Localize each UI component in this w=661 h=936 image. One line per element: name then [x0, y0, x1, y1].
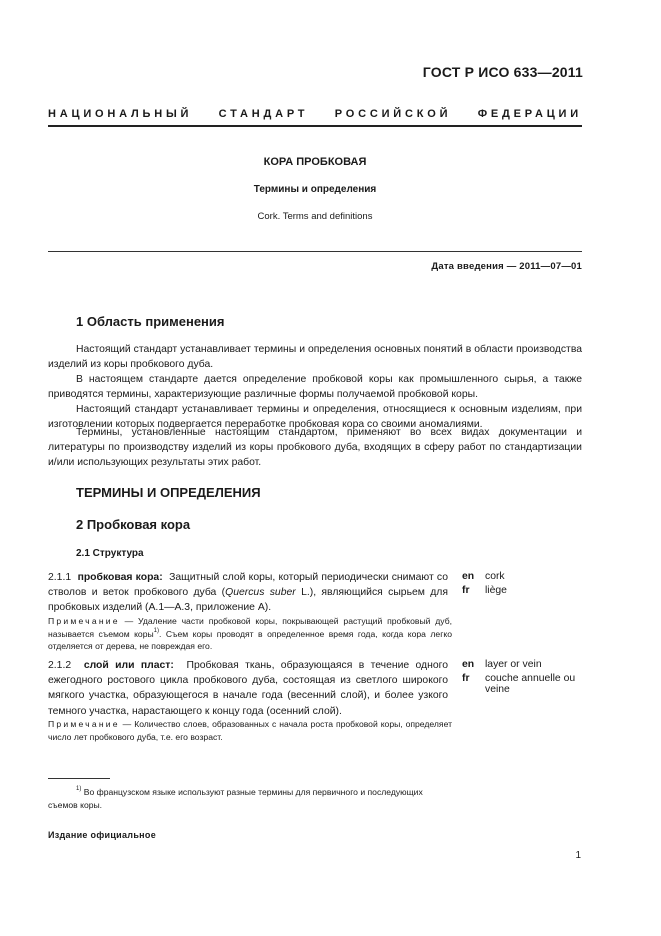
national-standard-line: [48, 108, 582, 120]
lang-codes: [462, 658, 474, 686]
translations: [485, 571, 585, 596]
lang-fr-code: fr: [462, 673, 470, 684]
term-name: слой или пласт:: [83, 660, 174, 671]
note-label: Примечание: [48, 616, 120, 626]
translation-en: cork: [485, 571, 505, 582]
term-definition: Пробковая ткань, образующаяся в течение одного ежегодного ростового цикла пробкового дуба, состоящая из светлого широкого мягкого участка, образующегося в начале года (весенний слой), и более узкого темного участка, нарастающего к концу года (осенний слой).: [48, 660, 448, 717]
lang-codes: [462, 570, 474, 598]
note-text: — Количество слоев, образованных с начала роста пробковой коры, определяет число лет пробкового дуба, т.е. его возраст.: [48, 719, 452, 742]
term-number: 2.1.2: [48, 660, 72, 671]
english-title: Cork. Terms and definitions: [257, 211, 373, 222]
section-1-paragraph: Настоящий стандарт устанавливает термины и определения основных понятий в области производства изделий из коры пробкового дуба.: [48, 344, 582, 371]
translations: [485, 659, 585, 696]
section-1-paragraph: В настоящем стандарте дается определение пробковой коры как промышленного сырья, а также приводятся термины, характеризующие различные формы получаемой пробковой коры.: [48, 374, 582, 401]
term-definition-latin: Quercus suber: [225, 587, 296, 599]
term-definition: Защитный слой коры, который периодически снимают со стволов и веток пробкового дуба (: [48, 572, 449, 599]
section-1-heading: 1 Область применения: [76, 314, 225, 329]
note-label: Примечание: [48, 719, 120, 729]
note-text: . Съем коры проводят в определенное время года, когда кора легко отделяется от дерева, не повреждая его.: [48, 628, 452, 652]
term-name: пробковая кора:: [77, 572, 163, 583]
footnote-mark: 1): [76, 786, 82, 792]
note-text: — Удаление части пробковой коры, покрывающей растущий пробковый дуб, называется съемом коры: [48, 616, 452, 639]
edition-label: Издание официальное: [48, 830, 157, 840]
section-1-paragraph: Настоящий стандарт устанавливает термины и определения, относящиеся к основным изделиям, при изготовлении которых подвергается переработке пробковая кора со своими аномалиями.: [48, 404, 582, 431]
national-word-3: РОССИЙСКОЙ: [334, 108, 452, 120]
footnote-rule: [48, 778, 110, 779]
footnote: [48, 786, 452, 811]
term-note-2-1-1: [48, 615, 452, 653]
term-number: 2.1.1: [48, 572, 72, 583]
document-subtitle: Термины и определения: [253, 184, 377, 195]
term-entry-2-1-1: [48, 570, 448, 616]
translation-fr: liège: [485, 584, 507, 596]
section-2-1-heading: 2.1 Структура: [76, 548, 144, 559]
header-rule: [48, 125, 582, 127]
translation-fr: couche annuelle ou veine: [485, 672, 576, 696]
date-rule: [48, 251, 582, 252]
section-2-heading: 2 Пробковая кора: [76, 517, 191, 532]
page-number: 1: [575, 850, 581, 861]
term-note-2-1-2: [48, 718, 452, 743]
section-1-paragraph: Термины, установленные настоящим стандартом, применяют во всех видах документации и литературы по производству изделий из коры пробкового дуба, входящих в сферу работ по стандартизации и/или использующих результаты этих работ.: [48, 427, 582, 469]
translation-en: layer or vein: [485, 659, 542, 670]
document-title: КОРА ПРОБКОВАЯ: [263, 156, 367, 168]
national-word-1: НАЦИОНАЛЬНЫЙ: [48, 108, 193, 120]
national-word-4: ФЕДЕРАЦИИ: [477, 108, 582, 120]
lang-fr-code: fr: [462, 585, 470, 596]
document-code: ГОСТ Р ИСО 633—2011: [422, 64, 583, 80]
lang-en-code: en: [462, 571, 475, 582]
terms-heading: ТЕРМИНЫ И ОПРЕДЕЛЕНИЯ: [76, 485, 261, 500]
footnote-ref: 1): [153, 627, 160, 634]
footnote-text: Во французском языке используют разные термины для первичного и последующих съемов коры.: [48, 787, 423, 810]
term-entry-2-1-2: [48, 658, 448, 719]
term-definition: L.), являющийся сырьем для пробковых изделий (А.1—А.3, приложение А).: [48, 587, 449, 614]
lang-en-code: en: [462, 659, 475, 670]
date-introduced: Дата введения — 2011—07—01: [431, 261, 582, 272]
national-word-2: СТАНДАРТ: [218, 108, 309, 120]
